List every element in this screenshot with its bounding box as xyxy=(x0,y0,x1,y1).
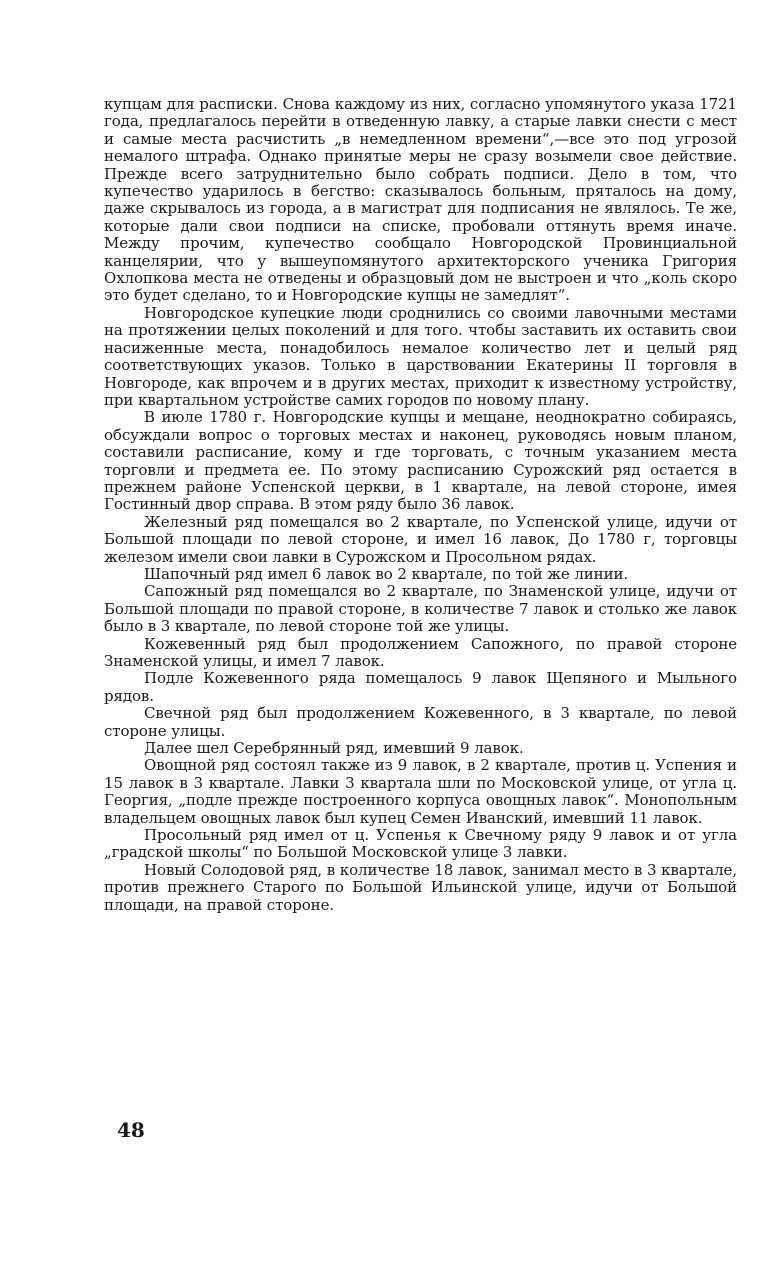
paragraph: Новый Солодовой ряд, в количестве 18 лавок, занимал место в 3 квартале, против прежнего Старого по Большой Ильинской улице, идучи от Большой площади, на правой стороне. xyxy=(104,860,737,914)
paragraph: Новгородское купецкие люди сроднились со своими лавочными местами на протяжении целых поколений и для того. чтобы заставить их оставить свои насиженные места, понадобилось немалое количество лет и целый ряд соответствующих указов. Только в царствовании Екатерины II торговля в Новгороде, как впрочем и в других местах, приходит к известному устройству, при квартальном устройстве самих городов по новому плану. xyxy=(104,303,737,409)
paragraph: Сапожный ряд помещался во 2 квартале, по Знаменской улице, идучи от Большой площади по правой стороне, в количестве 7 лавок и столько же лавок было в 3 квартале, по левой стороне той же улицы. xyxy=(104,582,737,636)
paragraph: Подле Кожевенного ряда помещалось 9 лавок Щепяного и Мыльного рядов. xyxy=(104,669,737,705)
paragraph: Овощной ряд состоял также из 9 лавок, в 2 квартале, против ц. Успения и 15 лавок в 3 квартале. Лавки 3 квартала шли по Московской улице, от угла ц. Георгия, „подле прежде построенного корпуса овощных лавок“. Монопольным владельцем овощных лавок был купец Семен Иванский, имевший 11 лавок. xyxy=(104,756,737,827)
page-number: 48 xyxy=(117,1118,145,1142)
paragraph: купцам для расписки. Снова каждому из них, согласно упомянутого указа 1721 года, предлагалось перейти в отведенную лавку, а старые лавки снести с мест и самые места расчистить „в немедленном времени“,—все это под угрозой немалого штрафа. Однако принятые меры не сразу возымели свое действие. Прежде всего затруднительно было собрать подписи. Дело в том, что купечество ударилось в бегство: сказывалось больным, пряталось на дому, даже скрывалось из города, а в магистрат для подписания не являлось. Те же, которые дали свои подписи на списке, пробовали оттянуть время иначе. Между прочим, купечество сообщало Новгородской Провинциальной канцелярии, что у вышеупомянутого архитекторского ученика Григория Охлопкова места не отведены и образцовый дом не выстроен и что „коль скоро это будет сделано, то и Новгородские купцы не замедлят“. xyxy=(104,95,737,305)
paragraph: Свечной ряд был продолжением Кожевенного, в 3 квартале, по левой стороне улицы. xyxy=(104,704,737,740)
paragraph: Кожевенный ряд был продолжением Сапожного, по правой стороне Знаменской улицы, и имел 7 лавок. xyxy=(104,634,737,670)
paragraph: Железный ряд помещался во 2 квартале, по Успенской улице, идучи от Большой площади по левой стороне, и имел 16 лавок, До 1780 г, торговцы железом имели свои лавки в Сурожском и Просольном рядах. xyxy=(104,512,737,566)
paragraph: В июле 1780 г. Новгородские купцы и мещане, неоднократно собираясь, обсуждали вопрос о торговых местах и наконец, руководясь новым планом, составили расписание, кому и где торговать, с точным указанием места торговли и предмета ее. По этому расписанию Сурожский ряд остается в прежнем районе Успенской церкви, в 1 квартале, на левой стороне, имея Гостинный двор справа. В этом ряду было 36 лавок. xyxy=(104,408,737,514)
paragraph: Просольный ряд имел от ц. Успенья к Свечному ряду 9 лавок и от угла „градской школы“ по Большой Московской улице 3 лавки. xyxy=(104,826,737,862)
paragraph: Шапочный ряд имел 6 лавок во 2 квартале, по той же линии. xyxy=(144,564,629,583)
paragraph: Далее шел Серебрянный ряд, имевший 9 лавок. xyxy=(144,739,524,758)
page-body xyxy=(104,96,737,914)
